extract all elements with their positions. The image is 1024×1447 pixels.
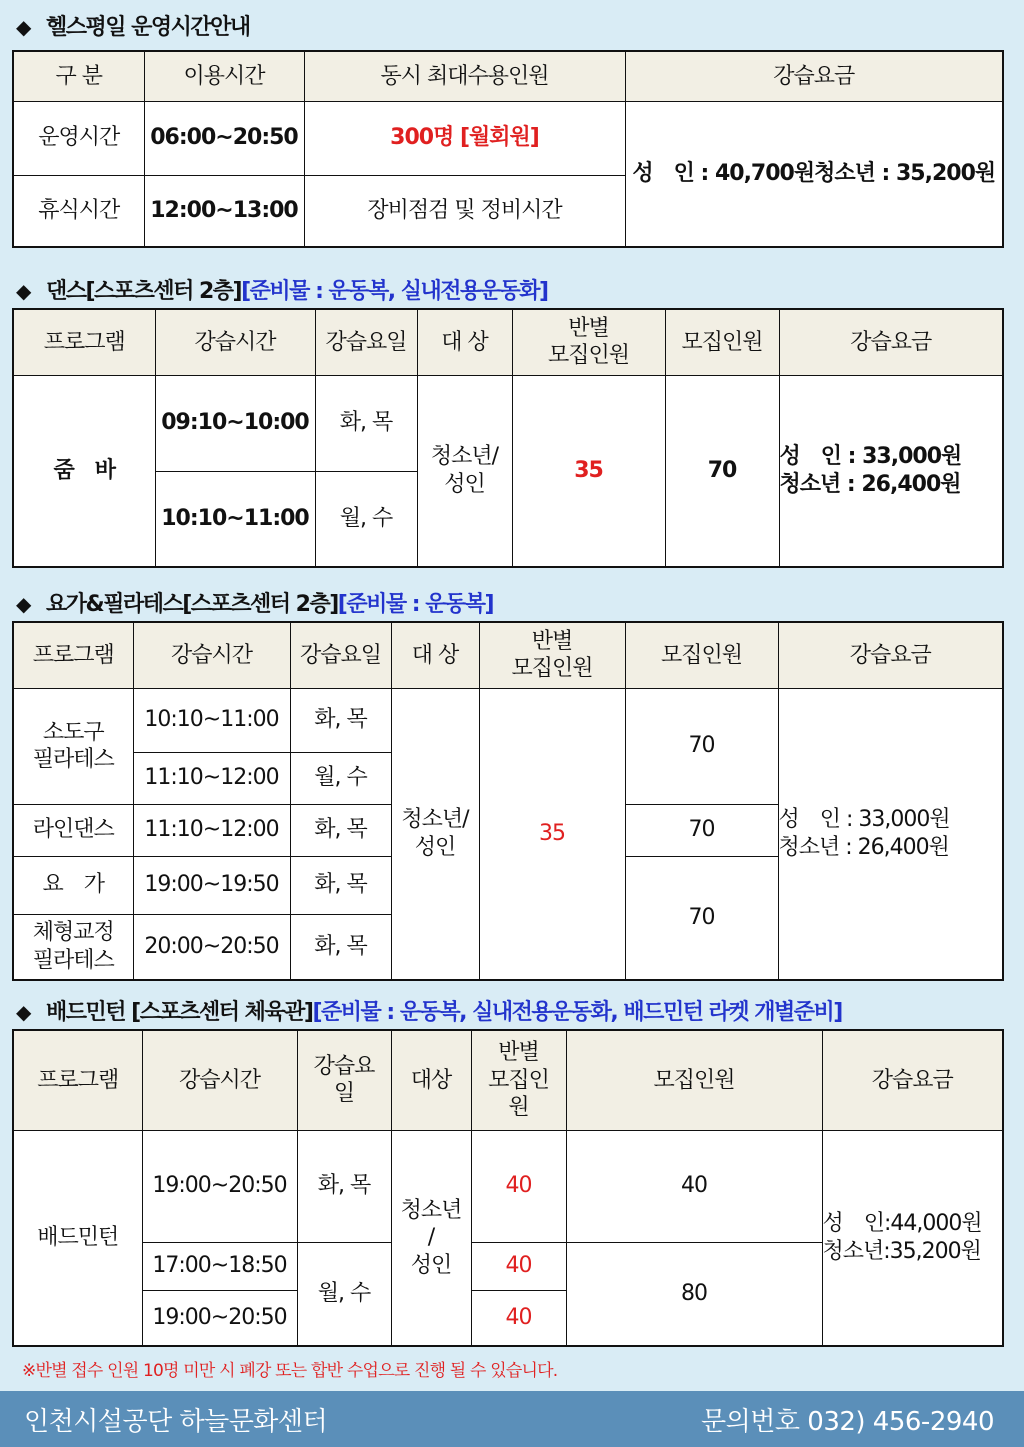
time-cell: 19:00~20:50 (142, 1130, 297, 1242)
header-cell: 대 상 (417, 309, 512, 375)
days-cell: 월, 수 (297, 1242, 391, 1346)
header-cell: 동시 최대수용인원 (304, 51, 625, 101)
program-cell: 소도구 필라테스 (13, 688, 133, 804)
target-cell: 청소년/ 성인 (391, 688, 479, 980)
program-cell: 줌 바 (13, 375, 155, 567)
time-cell: 12:00~13:00 (144, 175, 304, 247)
badminton-section (12, 997, 1004, 1347)
class-capacity-cell: 35 (479, 688, 625, 980)
time-cell: 06:00~20:50 (144, 101, 304, 175)
header-cell: 강습요일 (315, 309, 417, 375)
class-capacity-cell: 40 (471, 1130, 566, 1242)
days-cell: 화, 목 (290, 688, 391, 752)
days-cell: 화, 목 (297, 1130, 391, 1242)
yoga-table (12, 621, 1004, 981)
days-cell: 화, 목 (290, 804, 391, 856)
yoga-section (12, 589, 1004, 981)
fee-cell: 성 인 : 33,000원청소년 : 26,400원 (778, 688, 1003, 980)
program-cell: 배드민턴 (13, 1130, 142, 1346)
header-cell: 강습요금 (779, 309, 1003, 375)
header-cell: 모집인원 (665, 309, 779, 375)
class-capacity-cell: 35 (512, 375, 665, 567)
days-cell: 화, 목 (290, 914, 391, 980)
header-cell: 강습요일 (290, 622, 391, 688)
time-cell: 09:10~10:00 (155, 375, 315, 471)
time-cell: 10:10~11:00 (133, 688, 290, 752)
fee-cell: 성 인 : 33,000원청소년 : 26,400원 (779, 375, 1003, 567)
class-capacity-cell: 40 (471, 1290, 566, 1346)
header-cell: 대 상 (391, 622, 479, 688)
footer-phone: 문의번호 032) 456-2940 (701, 1406, 994, 1437)
target-cell: 청소년/ 성인 (417, 375, 512, 567)
header-cell: 반별 모집인 원 (471, 1030, 566, 1130)
diamond-icon: ◆ (16, 279, 30, 303)
badminton-table (12, 1029, 1004, 1347)
header-cell: 강습시간 (142, 1030, 297, 1130)
header-cell: 대상 (391, 1030, 471, 1130)
notice-text: ※반별 접수 인원 10명 미만 시 폐강 또는 합반 수업으로 진행 될 수 있습니다. (22, 1361, 558, 1381)
program-cell: 라인댄스 (13, 804, 133, 856)
capacity-cell: 70 (625, 804, 778, 856)
program-cell: 요 가 (13, 856, 133, 914)
health-section (12, 12, 1004, 248)
capacity-cell: 장비점검 및 정비시간 (304, 175, 625, 247)
header-cell: 강습요금 (822, 1030, 1003, 1130)
capacity-cell: 40 (566, 1130, 822, 1242)
header-cell: 이용시간 (144, 51, 304, 101)
footer-bar (0, 1391, 1024, 1447)
badminton-title: ◆ 배드민턴 [스포츠센터 체육관][준비물 : 운동복, 실내전용운동화, 배드민턴 라켓 개별준비] (12, 997, 1004, 1027)
time-cell: 20:00~20:50 (133, 914, 290, 980)
diamond-icon: ◆ (16, 592, 30, 616)
row-label: 운영시간 (13, 101, 144, 175)
days-cell: 월, 수 (290, 752, 391, 804)
header-cell: 구 분 (13, 51, 144, 101)
footer-org: 인천시설공단 하늘문화센터 (24, 1406, 328, 1437)
target-cell: 청소년 / 성인 (391, 1130, 471, 1346)
diamond-icon: ◆ (16, 15, 30, 39)
capacity-cell: 70 (665, 375, 779, 567)
yoga-title: ◆ 요가&필라테스[스포츠센터 2층][준비물 : 운동복] (12, 589, 1004, 619)
health-table (12, 50, 1004, 248)
dance-title: ◆ 댄스[스포츠센터 2층][준비물 : 운동복, 실내전용운동화] (12, 276, 1004, 306)
capacity-cell: 80 (566, 1242, 822, 1346)
header-cell: 강습요 일 (297, 1030, 391, 1130)
header-cell: 반별 모집인원 (512, 309, 665, 375)
fee-cell: 성 인 : 40,700원청소년 : 35,200원 (625, 101, 1003, 247)
dance-table (12, 308, 1004, 568)
class-capacity-cell: 40 (471, 1242, 566, 1290)
header-cell: 프로그램 (13, 1030, 142, 1130)
time-cell: 17:00~18:50 (142, 1242, 297, 1290)
capacity-cell: 300명 [월회원] (304, 101, 625, 175)
days-cell: 화, 목 (315, 375, 417, 471)
header-cell: 반별 모집인원 (479, 622, 625, 688)
time-cell: 11:10~12:00 (133, 752, 290, 804)
header-cell: 강습요금 (625, 51, 1003, 101)
time-cell: 10:10~11:00 (155, 471, 315, 567)
health-title: ◆ 헬스평일 운영시간안내 (12, 12, 1004, 42)
time-cell: 11:10~12:00 (133, 804, 290, 856)
fee-cell: 성 인:44,000원청소년:35,200원 (822, 1130, 1003, 1346)
days-cell: 화, 목 (290, 856, 391, 914)
row-label: 휴식시간 (13, 175, 144, 247)
header-cell: 강습요금 (778, 622, 1003, 688)
header-cell: 프로그램 (13, 309, 155, 375)
capacity-cell: 70 (625, 856, 778, 980)
days-cell: 월, 수 (315, 471, 417, 567)
diamond-icon: ◆ (16, 1000, 30, 1024)
header-cell: 강습시간 (155, 309, 315, 375)
program-cell: 체형교정 필라테스 (13, 914, 133, 980)
time-cell: 19:00~19:50 (133, 856, 290, 914)
dance-section (12, 276, 1004, 568)
header-cell: 모집인원 (625, 622, 778, 688)
time-cell: 19:00~20:50 (142, 1290, 297, 1346)
header-cell: 강습시간 (133, 622, 290, 688)
capacity-cell: 70 (625, 688, 778, 804)
header-cell: 모집인원 (566, 1030, 822, 1130)
header-cell: 프로그램 (13, 622, 133, 688)
